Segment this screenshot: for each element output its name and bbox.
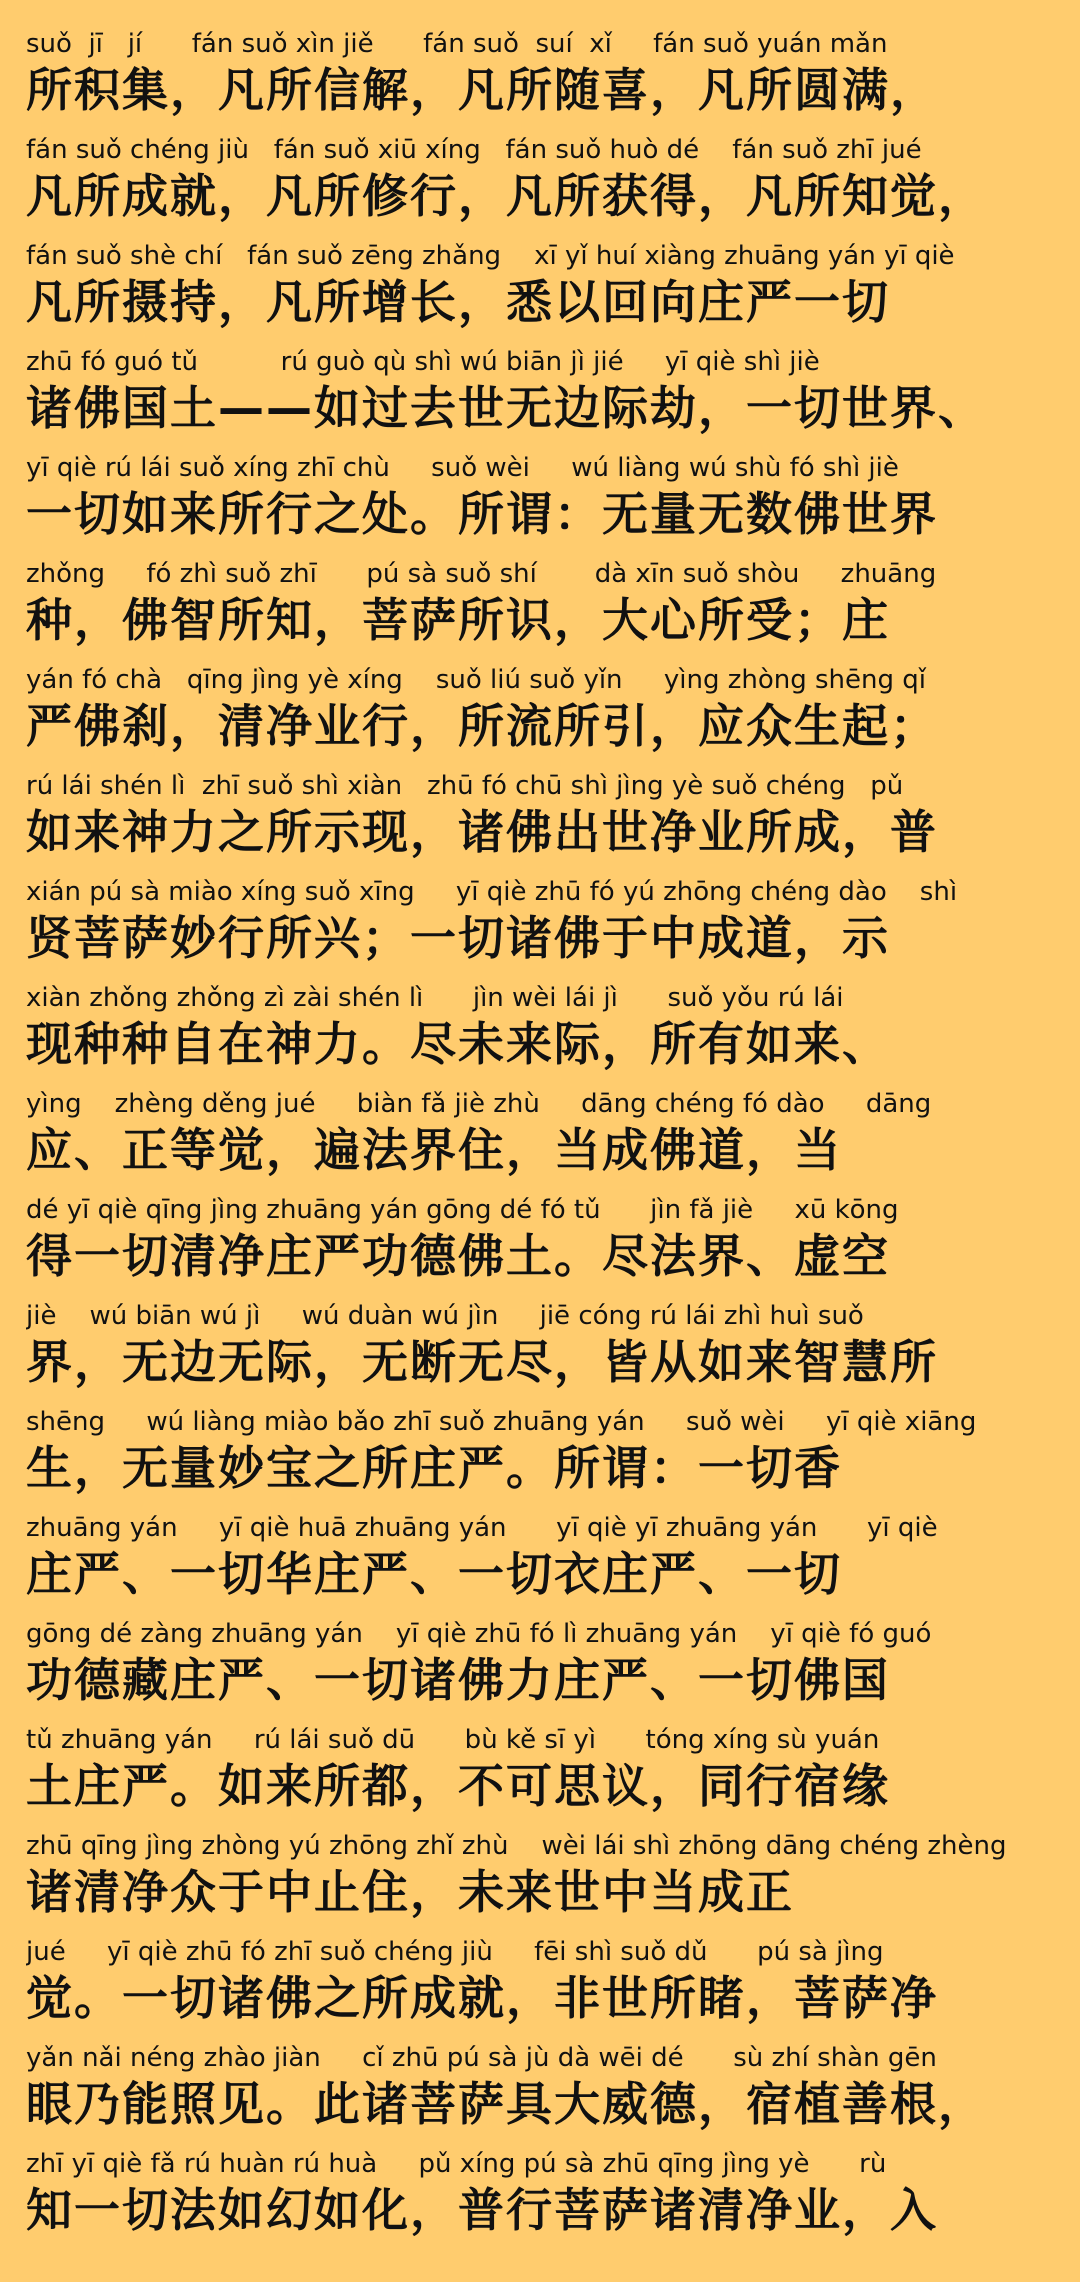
text-line-14 [26,1406,1054,1494]
pinyin-line-8: rú lái shén lì zhī suǒ shì xiàn zhū fó chū shì jìng yè suǒ chéng pǔ [26,771,904,801]
text-line-15 [26,1512,1054,1600]
pinyin-line-5: yī qiè rú lái suǒ xíng zhī chù suǒ wèi wú liàng wú shù fó shì jiè [26,453,899,483]
hanzi-line-8: 如来神力之所示现，诸佛出世净业所成，普 [26,805,938,859]
hanzi-line-10: 现种种自在神力。尽未来际，所有如来、 [26,1017,890,1071]
text-line-5 [26,452,1054,540]
hanzi-line-12: 得一切清净庄严功德佛土。尽法界、虚空 [26,1229,890,1283]
pinyin-line-4: zhū fó guó tǔ rú guò qù shì wú biān jì jié yī qiè shì jiè [26,347,820,377]
hanzi-line-2: 凡所成就，凡所修行，凡所获得，凡所知觉， [26,169,986,223]
pinyin-line-2: fán suǒ chéng jiù fán suǒ xiū xíng fán suǒ huò dé fán suǒ zhī jué [26,135,922,165]
pinyin-line-3: fán suǒ shè chí fán suǒ zēng zhǎng xī yǐ huí xiàng zhuāng yán yī qiè [26,241,955,271]
hanzi-line-1: 所积集，凡所信解，凡所随喜，凡所圆满， [26,63,938,117]
pinyin-line-6: zhǒng fó zhì suǒ zhī pú sà suǒ shí dà xīn suǒ shòu zhuāng [26,559,937,589]
hanzi-line-16: 功德藏庄严、一切诸佛力庄严、一切佛国 [26,1653,890,1707]
pinyin-line-14: shēng wú liàng miào bǎo zhī suǒ zhuāng yán suǒ wèi yī qiè xiāng [26,1407,977,1437]
text-line-17 [26,1724,1054,1812]
text-line-2 [26,134,1054,222]
hanzi-line-3: 凡所摄持，凡所增长，悉以回向庄严一切 [26,275,890,329]
pinyin-line-11: yìng zhèng děng jué biàn fǎ jiè zhù dāng chéng fó dào dāng [26,1089,932,1119]
pinyin-line-10: xiàn zhǒng zhǒng zì zài shén lì jìn wèi lái jì suǒ yǒu rú lái [26,983,844,1013]
pinyin-line-12: dé yī qiè qīng jìng zhuāng yán gōng dé fó tǔ jìn fǎ jiè xū kōng [26,1195,899,1225]
text-line-18 [26,1830,1054,1918]
text-line-1 [26,28,1054,116]
text-line-9 [26,876,1054,964]
pinyin-line-15: zhuāng yán yī qiè huā zhuāng yán yī qiè yī zhuāng yán yī qiè [26,1513,938,1543]
text-line-6 [26,558,1054,646]
hanzi-line-14: 生，无量妙宝之所庄严。所谓：一切香 [26,1441,842,1495]
text-line-12 [26,1194,1054,1282]
hanzi-line-9: 贤菩萨妙行所兴；一切诸佛于中成道，示 [26,911,890,965]
hanzi-line-13: 界，无边无际，无断无尽，皆从如来智慧所 [26,1335,938,1389]
hanzi-line-21: 知一切法如幻如化，普行菩萨诸清净业，入 [26,2183,938,2237]
pinyin-line-19: jué yī qiè zhū fó zhī suǒ chéng jiù fēi shì suǒ dǔ pú sà jìng [26,1937,884,1967]
hanzi-line-19: 觉。一切诸佛之所成就，非世所睹，菩萨净 [26,1971,938,2025]
text-line-16 [26,1618,1054,1706]
hanzi-line-17: 土庄严。如来所都，不可思议，同行宿缘 [26,1759,890,1813]
pinyin-line-20: yǎn nǎi néng zhào jiàn cǐ zhū pú sà jù dà wēi dé sù zhí shàn gēn [26,2043,937,2073]
hanzi-line-15: 庄严、一切华庄严、一切衣庄严、一切 [26,1547,842,1601]
text-line-7 [26,664,1054,752]
hanzi-line-7: 严佛刹，清净业行，所流所引，应众生起； [26,699,938,753]
text-line-19 [26,1936,1054,2024]
text-line-8 [26,770,1054,858]
hanzi-line-4: 诸佛国土——如过去世无边际劫，一切世界、 [26,381,986,435]
hanzi-line-6: 种，佛智所知，菩萨所识，大心所受；庄 [26,593,890,647]
text-line-11 [26,1088,1054,1176]
pinyin-line-17: tǔ zhuāng yán rú lái suǒ dū bù kě sī yì tóng xíng sù yuán [26,1725,880,1755]
pinyin-line-13: jiè wú biān wú jì wú duàn wú jìn jiē cóng rú lái zhì huì suǒ [26,1301,864,1331]
hanzi-line-5: 一切如来所行之处。所谓：无量无数佛世界 [26,487,938,541]
text-line-13 [26,1300,1054,1388]
pinyin-line-21: zhī yī qiè fǎ rú huàn rú huà pǔ xíng pú sà zhū qīng jìng yè rù [26,2149,887,2179]
hanzi-line-20: 眼乃能照见。此诸菩萨具大威德，宿植善根， [26,2077,986,2131]
hanzi-line-18: 诸清净众于中止住，未来世中当成正 [26,1865,794,1919]
pinyin-line-7: yán fó chà qīng jìng yè xíng suǒ liú suǒ yǐn yìng zhòng shēng qǐ [26,665,926,695]
text-line-3 [26,240,1054,328]
pinyin-line-16: gōng dé zàng zhuāng yán yī qiè zhū fó lì zhuāng yán yī qiè fó guó [26,1619,932,1649]
text-line-10 [26,982,1054,1070]
hanzi-line-11: 应、正等觉，遍法界住，当成佛道，当 [26,1123,842,1177]
text-line-21 [26,2148,1054,2236]
pinyin-line-18: zhū qīng jìng zhòng yú zhōng zhǐ zhù wèi lái shì zhōng dāng chéng zhèng [26,1831,1007,1861]
text-line-4 [26,346,1054,434]
pinyin-line-9: xián pú sà miào xíng suǒ xīng yī qiè zhū fó yú zhōng chéng dào shì [26,877,958,907]
pinyin-line-1: suǒ jī jí fán suǒ xìn jiě fán suǒ suí xǐ fán suǒ yuán mǎn [26,29,888,59]
text-line-20 [26,2042,1054,2130]
